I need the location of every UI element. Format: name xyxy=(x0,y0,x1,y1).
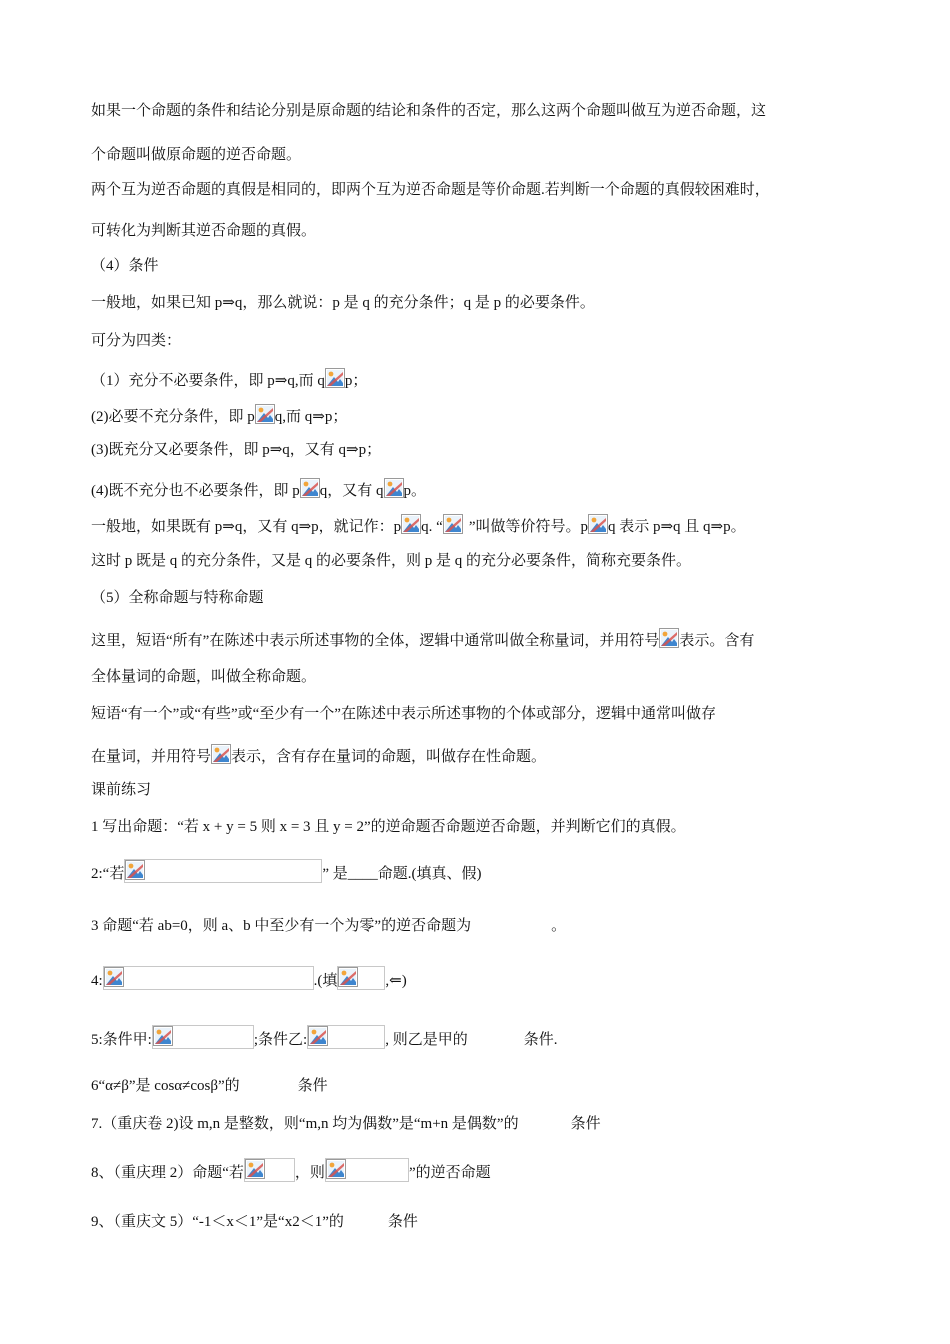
question-5-text-c: , 则乙是甲的 xyxy=(385,1032,468,1048)
formula-image-icon xyxy=(153,1026,173,1046)
question-8 xyxy=(91,1158,491,1183)
question-5 xyxy=(91,1025,557,1050)
question-5-text-b: ;条件乙: xyxy=(253,1032,308,1048)
question-6-text-b: 条件 xyxy=(297,1078,328,1094)
question-7-text-b: 条件 xyxy=(570,1116,601,1132)
formula-image-icon xyxy=(338,967,358,987)
condition-type-1 xyxy=(91,368,367,391)
paragraph-sufficient-necessary: 一般地，如果已知 p⇒q，那么就说：p 是 q 的充分条件；q 是 p 的必要条件。 xyxy=(91,295,595,311)
existential-quantifier-icon xyxy=(211,744,231,764)
equivalence-text-d: q 表示 p⇒q 且 q⇒p。 xyxy=(607,519,746,535)
paragraph-four-types: 可分为四类： xyxy=(91,333,182,349)
paragraph-existential-line2 xyxy=(91,744,546,767)
paragraph-iff: 这时 p 既是 q 的充分条件，又是 q 的必要条件，则 p 是 q 的充分必要条件，简称充要条件。 xyxy=(91,553,692,569)
paragraph-existential-line1: 短语“有一个”或“有些”或“至少有一个”在陈述中表示所述事物的个体或部分，逻辑中通常叫做存 xyxy=(91,706,716,722)
question-8-text-a: 8、（重庆理 2）命题“若 xyxy=(91,1165,244,1181)
paragraph-universal-line1 xyxy=(91,628,754,651)
formula-image-icon xyxy=(125,860,145,880)
condition-type-4-text-c: p。 xyxy=(403,483,427,499)
equivalence-text-c: ”叫做等价符号。p xyxy=(468,519,588,535)
question-3-text-a: 3 命题“若 ab=0，则 a、b 中至少有一个为零”的逆否命题为 xyxy=(91,918,472,934)
question-7 xyxy=(91,1114,601,1134)
formula-image-box xyxy=(244,1158,295,1182)
question-1: 1 写出命题：“若 x + y = 5 则 x = 3 且 y = 2”的逆命题否命题逆否命题，并判断它们的真假。 xyxy=(91,819,686,835)
formula-image-box xyxy=(307,1025,385,1049)
question-3 xyxy=(91,916,566,936)
question-2-text-b: ” 是____命题.(填真、假) xyxy=(322,866,482,882)
condition-type-1-text-a: （1）充分不必要条件，即 p⇒q,而 q xyxy=(91,373,325,389)
condition-type-2 xyxy=(91,404,347,427)
paragraph-equivalence-line2: 可转化为判断其逆否命题的真假。 xyxy=(91,223,317,239)
formula-image-box xyxy=(103,966,314,990)
formula-image-icon xyxy=(104,967,124,987)
section-heading-quantifiers: （5）全称命题与特称命题 xyxy=(91,590,264,606)
paragraph-contrapositive-def-line2: 个命题叫做原命题的逆否命题。 xyxy=(91,147,302,163)
question-9-text-b: 条件 xyxy=(387,1214,418,1230)
equivalence-symbol-icon xyxy=(443,514,469,534)
question-4-text-a: 4: xyxy=(91,973,103,989)
equivalence-text-a: 一般地，如果既有 p⇒q，又有 q⇒p，就记作：p xyxy=(91,519,402,535)
formula-image-icon xyxy=(245,1159,265,1179)
question-6-text-a: 6“α≠β”是 cosα≠cosβ”的 xyxy=(91,1078,240,1094)
formula-image-icon xyxy=(308,1026,328,1046)
universal-quantifier-icon xyxy=(659,628,679,648)
condition-type-4 xyxy=(91,478,426,501)
question-8-text-b: ，则 xyxy=(294,1165,325,1181)
question-9 xyxy=(91,1212,418,1232)
formula-image-box xyxy=(124,859,322,883)
condition-type-1-text-b: p； xyxy=(344,373,368,389)
not-implies-icon xyxy=(384,478,404,498)
not-implies-icon xyxy=(325,368,345,388)
question-8-text-c: ”的逆否命题 xyxy=(408,1165,491,1181)
section-heading-conditions: （4）条件 xyxy=(91,258,159,274)
universal-text-b: 表示。含有 xyxy=(679,633,755,649)
equivalence-symbol-icon xyxy=(401,514,421,534)
question-2 xyxy=(91,859,481,884)
formula-image-icon xyxy=(326,1159,346,1179)
equivalence-symbol-icon xyxy=(588,514,608,534)
section-heading-practice: 课前练习 xyxy=(91,782,152,798)
condition-type-4-text-a: (4)既不充分也不必要条件，即 p xyxy=(91,483,300,499)
question-4-text-c: ,⇐) xyxy=(385,973,407,989)
condition-type-2-text-a: (2)必要不充分条件，即 p xyxy=(91,409,255,425)
question-6 xyxy=(91,1076,328,1096)
existential-text-a: 在量词，并用符号 xyxy=(91,749,212,765)
question-4 xyxy=(91,966,407,991)
universal-text-a: 这里，短语“所有”在陈述中表示所述事物的全体，逻辑中通常叫做全称量词，并用符号 xyxy=(91,633,660,649)
formula-image-box xyxy=(337,966,385,990)
question-5-text-a: 5:条件甲: xyxy=(91,1032,152,1048)
equivalence-text-b: q. “ xyxy=(421,519,443,535)
condition-type-3: (3)既充分又必要条件，即 p⇒q，又有 q⇒p； xyxy=(91,442,382,458)
question-4-text-b: .(填 xyxy=(313,973,338,989)
formula-image-box xyxy=(152,1025,254,1049)
question-9-text-a: 9、（重庆文 5）“-1＜x＜1”是“x2＜1”的 xyxy=(91,1214,344,1230)
question-7-text-a: 7.（重庆卷 2)设 m,n 是整数，则“m,n 均为偶数”是“m+n 是偶数”的 xyxy=(91,1116,519,1132)
not-implies-icon xyxy=(300,478,320,498)
condition-type-4-text-b: q，又有 q xyxy=(319,483,384,499)
existential-text-b: 表示，含有存在量词的命题，叫做存在性命题。 xyxy=(231,749,547,765)
formula-image-box xyxy=(325,1158,409,1182)
condition-type-2-text-b: q,而 q⇒p； xyxy=(274,409,348,425)
paragraph-equivalence-line1: 两个互为逆否命题的真假是相同的，即两个互为逆否命题是等价命题.若判断一个命题的真假较困难时， xyxy=(91,182,770,198)
question-3-text-b: 。 xyxy=(551,918,567,934)
paragraph-contrapositive-def-line1: 如果一个命题的条件和结论分别是原命题的结论和条件的否定，那么这两个命题叫做互为逆否命题，这 xyxy=(91,103,767,119)
paragraph-universal-line2: 全体量词的命题，叫做全称命题。 xyxy=(91,669,317,685)
not-implies-icon xyxy=(255,404,275,424)
paragraph-equivalence-symbol xyxy=(91,514,746,537)
question-5-text-d: 条件. xyxy=(523,1032,558,1048)
question-2-text-a: 2:“若 xyxy=(91,866,125,882)
